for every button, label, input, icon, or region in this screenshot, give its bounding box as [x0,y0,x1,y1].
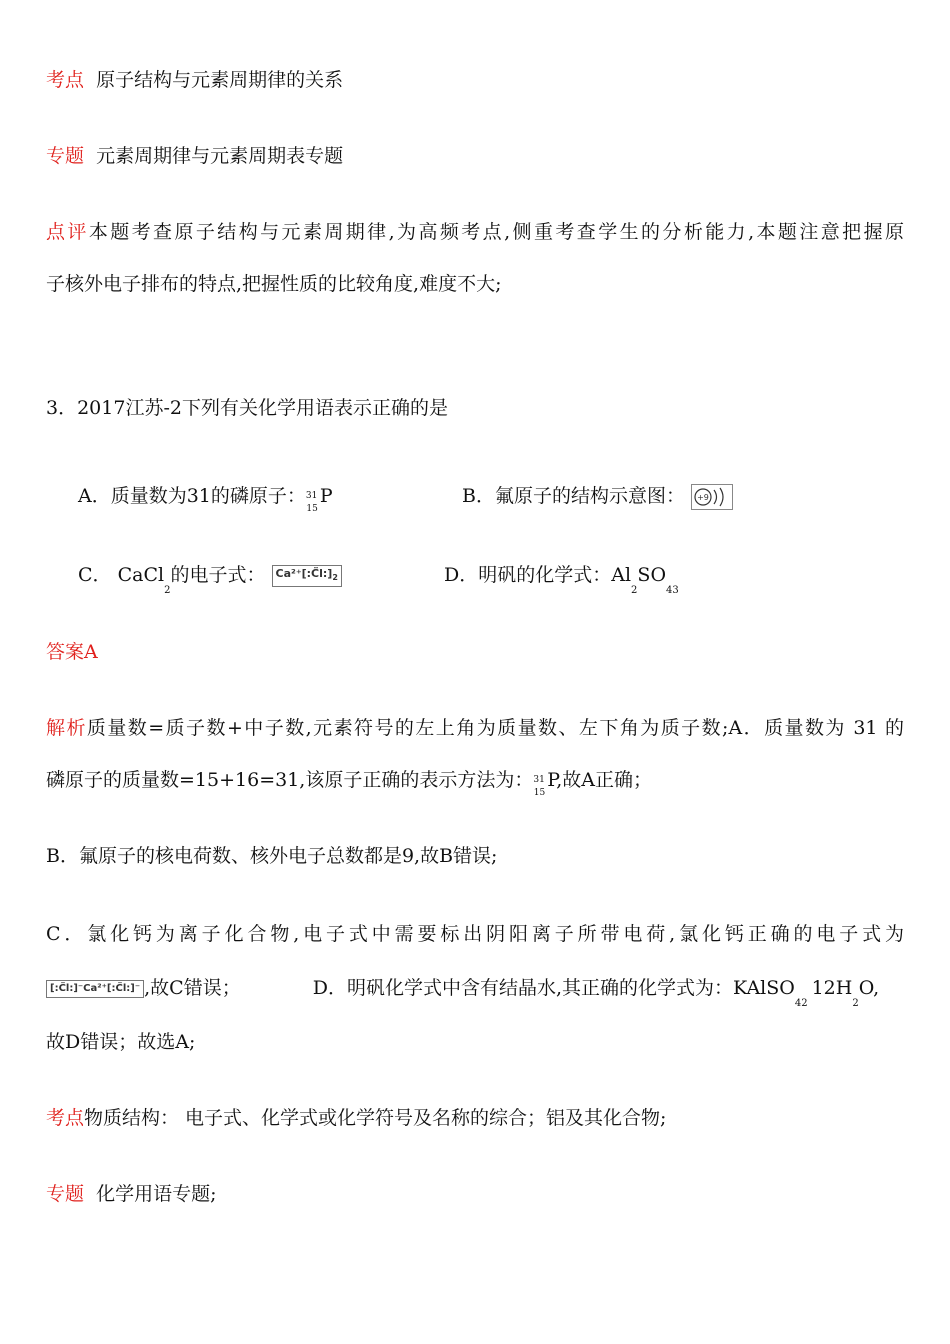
atom-structure-icon [692,485,732,509]
zhuanti-label: 专题 [46,145,85,167]
analysis-line-5: [:C̈l:]⁻Ca²⁺[:C̈l:]⁻ ,故C错误； D．明矾化学式中含有结晶水,其正确的化学式为：$KAlSO_{42}12H_2O$, [46,976,879,1004]
analysis-line-1: 解析质量数=质子数+中子数,元素符号的左上角为质量数、左下角为质子数;A．质量数为 31 的 [46,717,904,739]
zhuanti-text: 元素周期律与元素周期表专题 [96,145,344,167]
option-c: C． CaCl$_2$的电子式： $Ca^{2+}[:C̈l:]_2$ [78,563,342,591]
analysis-line-4: C．氯化钙为离子化合物,电子式中需要标出阴阳离子所带电荷,氯化钙正确的电子式为 [46,923,904,945]
analysis-line-2: 磷原子的质量数=15+16=31,该原子正确的表示方法为：$^{31}_{15}$P,故A正确； [46,769,652,798]
kaodian-line-1 [46,68,343,92]
analysis-line-6: 故D错误；故选A; [46,1031,196,1053]
option-a: A．质量数为31的磷原子：$^{31}_{15}$P [78,485,333,514]
zhuanti-line-1 [46,144,343,168]
proton-number: 15 [306,504,318,514]
question-stem: 3．2017江苏-2下列有关化学用语表示正确的是 [46,397,448,419]
dianping-line-1 [46,220,904,244]
zhuanti-text-2: 化学用语专题; [96,1183,217,1205]
dianping-line-2: 子核外电子排布的特点,把握性质的比较角度,难度不大; [46,273,502,295]
kaodian-text-2: 物质结构： 电子式、化学式或化学符号及名称的综合；铝及其化合物; [84,1107,667,1129]
analysis-label: 解析 [46,717,87,739]
zhuanti-label-2: 专题 [46,1183,85,1205]
kaodian-label: 考点 [46,69,85,91]
cacl2-electron-formula-image: $Ca^{2+}[:C̈l:]_2$ [272,565,342,587]
mass-number: 31 [305,491,318,501]
dianping-text-1: 本题考查原子结构与元素周期律,为高频考点,侧重考查学生的分析能力,本题注意把握原 [88,221,904,243]
analysis-line-3: B．氟原子的核电荷数、核外电子总数都是9,故B错误; [46,845,498,867]
answer-label: 答案 [46,641,85,663]
kaodian-line-2 [46,1106,666,1130]
answer-line [46,640,98,664]
dianping-label: 点评 [46,221,89,243]
option-b: B．氟原子的结构示意图： +9 [462,484,733,510]
fluorine-structure-diagram [691,484,733,510]
kaodian-label-2: 考点 [46,1107,85,1129]
answer-value: A [84,641,98,663]
zhuanti-line-2 [46,1182,216,1206]
svg-text:+9: +9 [697,493,709,502]
kaodian-text: 原子结构与元素周期律的关系 [96,69,344,91]
correct-cacl2-electron-formula-image: [:C̈l:]⁻Ca²⁺[:C̈l:]⁻ [46,980,144,998]
option-d: D．明矾的化学式：$Al_2SO_{43}$ [444,564,679,596]
